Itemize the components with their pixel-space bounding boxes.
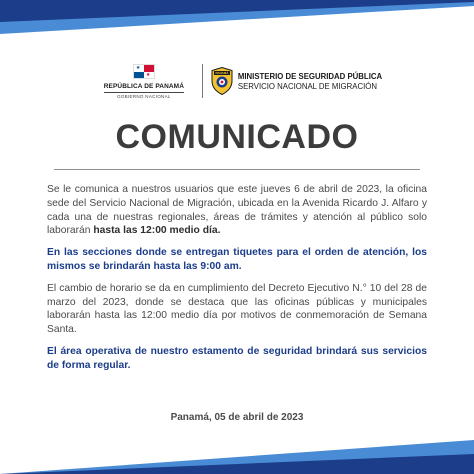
ministry-name: MINISTERIO DE SEGURIDAD PÚBLICA <box>237 71 383 81</box>
header-logos <box>0 64 474 99</box>
paragraph-4: El área operativa de nuestro estamento de seguridad brindará sus servicios de forma regular. <box>47 345 427 371</box>
announcement-body <box>47 183 427 381</box>
date-line: Panamá, 05 de abril de 2023 <box>170 412 304 423</box>
header-divider <box>202 64 203 98</box>
paragraph-1-bold: hasta las 12:00 medio día. <box>93 225 221 237</box>
paragraph-3: El cambio de horario se da en cumplimiento del Decreto Ejecutivo N.° 10 del 28 de marzo del 2023, donde se destaca que las oficinas públicas y municipales laborarán hasta las 12:00 medio día por motivos de conmemoración de Semana Santa. <box>47 282 427 336</box>
corner-decoration-bottom-right <box>0 428 474 474</box>
title-divider <box>54 169 420 170</box>
svg-text:PANAMÁ: PANAMÁ <box>215 71 229 76</box>
republic-subtitle: GOBIERNO NACIONAL <box>117 93 171 99</box>
migration-shield-icon <box>211 67 233 95</box>
republic-name: REPÚBLICA DE PANAMÁ <box>103 83 184 90</box>
paragraph-1-text: Se le comunica a nuestros usuarios que este jueves 6 de abril de 2023, la oficina sede del Servicio Nacional de Migración, ubicada en la Avenida Ricardo J. Alfaro y cada una de nuestras regionales, áreas de trámites y atención al público solo laborarán <box>47 184 427 237</box>
republic-divider <box>104 92 184 93</box>
ministry-block <box>238 72 382 91</box>
republic-logo <box>92 64 196 99</box>
corner-decoration-top-left <box>0 0 474 46</box>
page-title: COMUNICADO <box>115 118 359 156</box>
panama-flag-icon: ★ ★ <box>133 64 155 79</box>
service-name: SERVICIO NACIONAL DE MIGRACIÓN <box>237 81 377 91</box>
paragraph-1 <box>47 183 427 238</box>
paragraph-2: En las secciones donde se entregan tiquetes para el orden de atención, los mismos se brindarán hasta las 9:00 am. <box>47 247 427 272</box>
